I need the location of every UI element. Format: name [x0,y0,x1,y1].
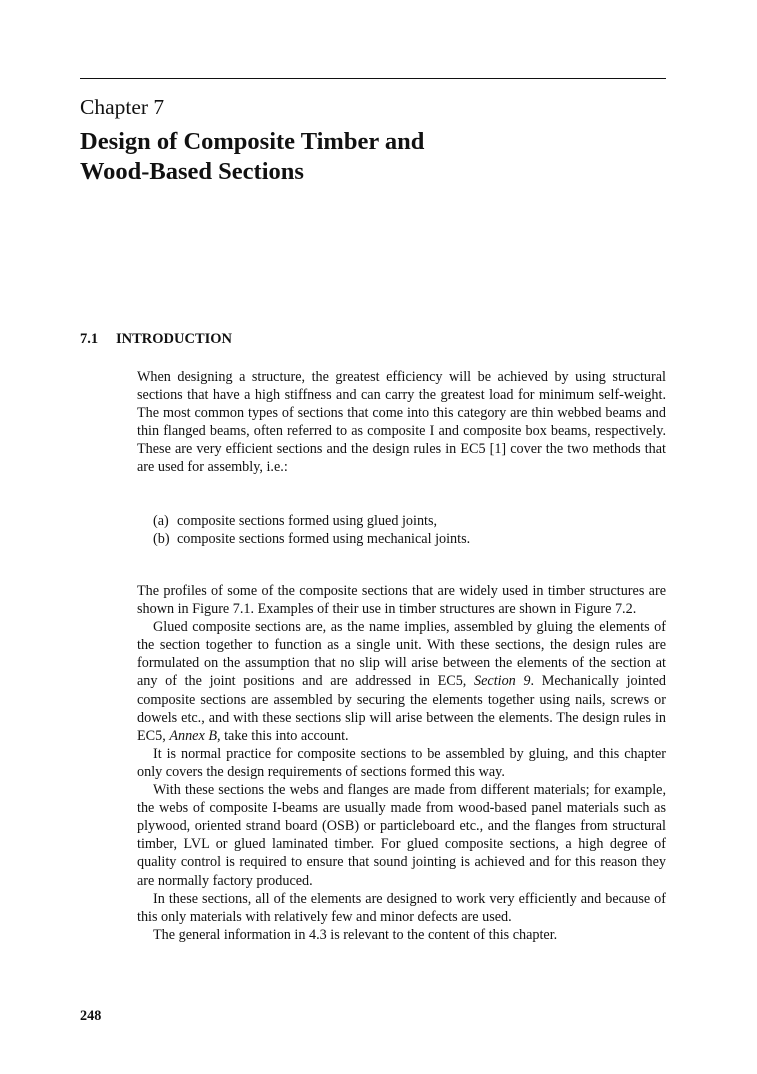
paragraph-normal-practice: It is normal practice for composite sections to be assembled by gluing, and this chapter only covers the design requirements of sections formed this way. [137,745,666,780]
page-number: 248 [80,1008,102,1024]
text-run: , take this into account. [217,727,349,744]
text-run: . Mechanically jointed composite sections are assembled by securing the elements together using nails, screws or dowels etc., and with these sections slip will arise between the elements. The design rules in EC5, [137,673,666,744]
section-title: INTRODUCTION [116,331,233,347]
paragraph-materials: With these sections the webs and flanges are made from different materials; for example, the webs of composite I-beams are usually made from wood-based panel materials such as plywood, oriented strand board (OSB) or particleboard etc., and the flanges from structural timber, LVL or glued laminated timber. For glued composite sections, a high degree of quality control is required to ensure that sound jointing is achieved and for this reason they are normally factory produced. [137,782,666,889]
section-number: 7.1 [80,331,99,347]
list-item [153,512,470,530]
list-item-text: composite sections formed using glued joints, [177,513,438,529]
chapter-title-line-1: Design of Composite Timber and [80,128,425,155]
assembly-methods-list [153,512,470,548]
list-marker: (b) [153,531,170,548]
chapter-title [80,127,424,187]
paragraph-general-info: The general information in 4.3 is relevant to the content of this chapter. [153,926,558,943]
body-text [137,582,666,944]
section-heading [80,330,232,348]
paragraph-figures: The profiles of some of the composite sections that are widely used in timber structures are shown in Figure 7.1. Examples of their use in timber structures are shown in Figure 7.2. [137,583,666,618]
intro-block [137,368,666,477]
paragraph-efficiency: In these sections, all of the elements are designed to work very efficiently and because of this only materials with relatively few and minor defects are used. [137,890,666,925]
chapter-label: Chapter 7 [80,95,165,119]
list-item-text: composite sections formed using mechanical joints. [177,531,471,548]
chapter-title-line-2: Wood-Based Sections [80,158,304,185]
list-marker: (a) [153,513,169,529]
header-rule [80,78,666,79]
reference-annex-b: Annex B [169,727,217,744]
intro-paragraph: When designing a structure, the greatest efficiency will be achieved by using structural sections that have a high stiffness and can carry the greatest load for minimum self-weight. The most common types of sections that come into this category are thin webbed beams and thin flanged beams, often referred to as composite I and composite box beams, respectively. These are very efficient sections and the design rules in EC5 [1] cover the two methods that are used for assembly, i.e.: [137,369,666,476]
paragraph-glued-sections [137,618,666,745]
text-run: Glued composite sections are, as the name implies, assembled by gluing the elements of the section together to function as a single unit. With these sections, the design rules are formulated on the assumption that no slip will arise between the elements of the section at any of the joint positions and are addressed in EC5, [137,619,666,690]
reference-section-9: Section 9 [474,673,531,690]
list-item [153,530,470,548]
